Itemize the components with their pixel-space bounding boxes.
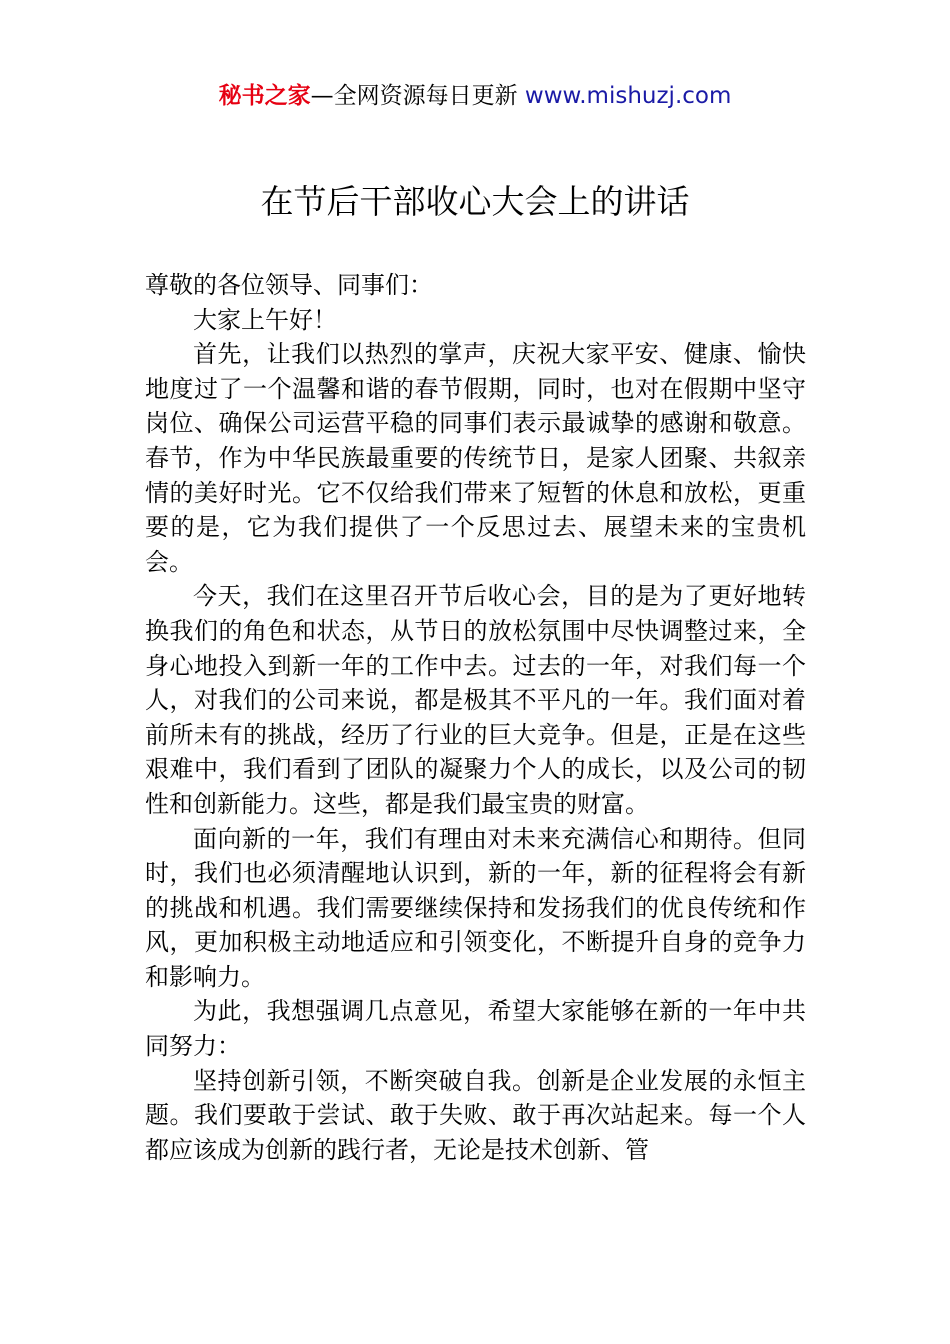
document-body: [145, 268, 806, 1167]
paragraph-5: 坚持创新引领，不断突破自我。创新是企业发展的永恒主题。我们要敢于尝试、敢于失败、敢于再次站起来。每一个人都应该成为创新的践行者，无论是技术创新、管: [145, 1066, 806, 1164]
paragraph-2: 今天，我们在这里召开节后收心会，目的是为了更好地转换我们的角色和状态，从节日的放松氛围中尽快调整过来，全身心地投入到新一年的工作中去。过去的一年，对我们每一个人，对我们的公司来说，都是极其不平凡的一年。我们面对着前所未有的挑战，经历了行业的巨大竞争。但是，正是在这些艰难中，我们看到了团队的凝聚力个人的成长，以及公司的韧性和创新能力。这些，都是我们最宝贵的财富。: [145, 582, 806, 818]
paragraph-4: 为此，我想强调几点意见，希望大家能够在新的一年中共同努力：: [145, 997, 806, 1061]
site-brand: 秘书之家: [218, 83, 311, 109]
paragraph-3: 面向新的一年，我们有理由对未来充满信心和期待。但同时，我们也必须清醒地认识到，新的一年，新的征程将会有新的挑战和机遇。我们需要继续保持和发扬我们的优良传统和作风，更加积极主动地适应和引领变化，不断提升自身的竞争力和影响力。: [145, 824, 806, 991]
site-tagline: —全网资源每日更新: [310, 83, 525, 109]
document-title: 在节后干部收心大会上的讲话: [260, 182, 690, 221]
paragraph-1: 首先，让我们以热烈的掌声，庆祝大家平安、健康、愉快地度过了一个温馨和谐的春节假期，同时，也对在假期中坚守岗位、确保公司运营平稳的同事们表示最诚挚的感谢和敬意。春节，作为中华民族最重要的传统节日，是家人团聚、共叙亲情的美好时光。它不仅给我们带来了短暂的休息和放松，更重要的是，它为我们提供了一个反思过去、展望未来的宝贵机会。: [145, 340, 806, 576]
paragraph-greeting: 大家上午好！: [193, 305, 337, 334]
site-header: [0, 80, 950, 112]
site-url-link[interactable]: www.mishuzj.com: [524, 83, 732, 109]
salutation: 尊敬的各位领导、同事们：: [145, 271, 433, 299]
